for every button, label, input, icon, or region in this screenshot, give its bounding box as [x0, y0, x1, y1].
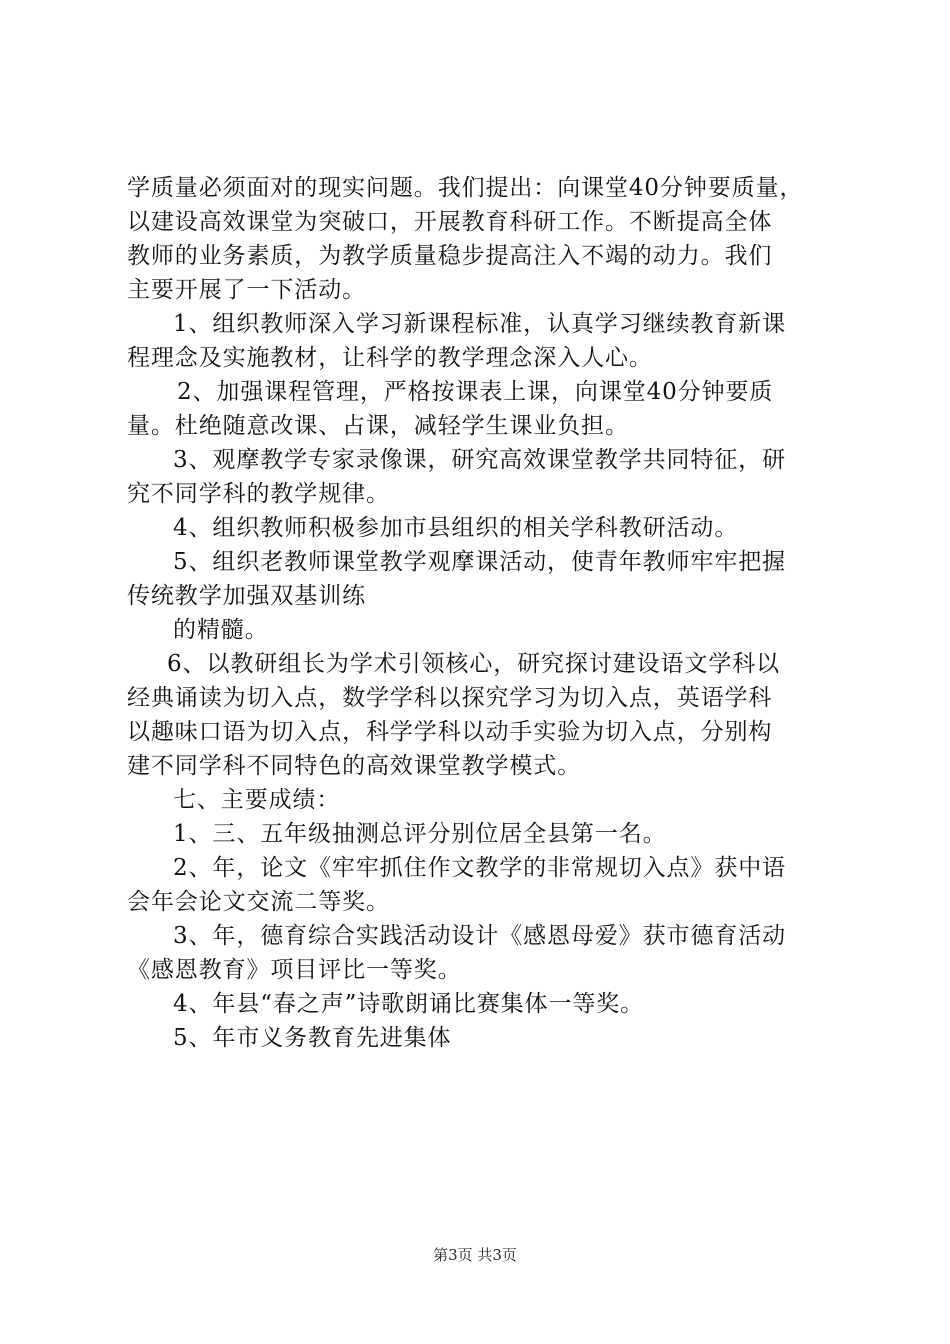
achievement-4: 4、年县“春之声”诗歌朗诵比赛集体一等奖。 [173, 991, 645, 1017]
text-line: 主要开展了一下活动。 [127, 277, 366, 303]
text-line: 学质量必须面对的现实问题。我们提出：向课堂40分钟要质量， [127, 175, 804, 201]
text-line: 究不同学科的教学规律。 [127, 481, 390, 507]
achievement-1: 1、三、五年级抽测总评分别位居全县第一名。 [173, 821, 667, 847]
text-line: 以建设高效课堂为突破口，开展教育科研工作。不断提高全体 [127, 209, 773, 235]
text-line: 以趣味口语为切入点，科学学科以动手实验为切入点，分别构 [127, 719, 773, 745]
text-line: 的精髓。 [173, 617, 269, 643]
list-item-6: 6、以教研组长为学术引领核心，研究探讨建设语文学科以 [167, 651, 781, 677]
text-line: 建不同学科不同特色的高效课堂教学模式。 [127, 753, 582, 779]
text-line: 《感恩教育》项目评比一等奖。 [127, 957, 462, 983]
section-heading: 七、主要成绩： [173, 787, 341, 813]
text-line: 会年会论文交流二等奖。 [127, 889, 390, 915]
body-text [127, 171, 832, 1055]
text-line: 经典诵读为切入点，数学学科以探究学习为切入点，英语学科 [127, 685, 773, 711]
text-line: 传统教学加强双基训练 [127, 583, 366, 609]
list-item-2: 2、加强课程管理，严格按课表上课，向课堂40分钟要质 [177, 379, 774, 405]
achievement-3: 3、年，德育综合实践活动设计《感恩母爱》获市德育活动 [173, 923, 787, 949]
list-item-1: 1、组织教师深入学习新课程标准，认真学习继续教育新课 [173, 311, 787, 337]
achievement-2: 2、年，论文《牢牢抓住作文教学的非常规切入点》获中语 [173, 855, 787, 881]
list-item-5: 5、组织老教师课堂教学观摩课活动，使青年教师牢牢把握 [173, 549, 787, 575]
text-line: 量。杜绝随意改课、占课，减轻学生课业负担。 [127, 413, 629, 439]
list-item-4: 4、组织教师积极参加市县组织的相关学科教研活动。 [173, 515, 739, 541]
list-item-3: 3、观摩教学专家录像课，研究高效课堂教学共同特征，研 [173, 447, 787, 473]
text-line: 教师的业务素质，为教学质量稳步提高注入不竭的动力。我们 [127, 243, 773, 269]
text-line: 程理念及实施教材，让科学的教学理念深入人心。 [127, 345, 653, 371]
achievement-5: 5、年市义务教育先进集体 [173, 1025, 452, 1051]
page-footer: 第3页 共3页 [433, 1246, 517, 1264]
